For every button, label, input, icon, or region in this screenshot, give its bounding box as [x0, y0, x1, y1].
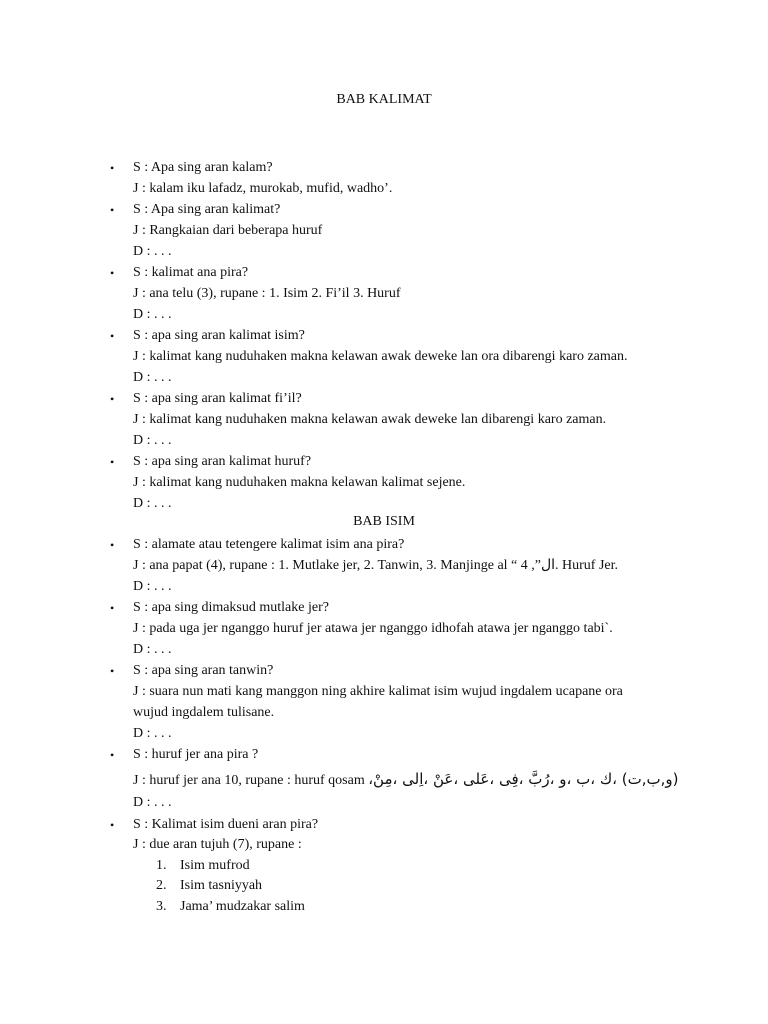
bullet: • [110, 538, 115, 552]
answer-text: J : ana papat (4), rupane : 1. Mutlake jer, 2. Tanwin, 3. Manjinge al “ 4 ,”ال. Huruf Jer. [133, 558, 619, 573]
answer-text: J : ana telu (3), rupane : 1. Isim 2. Fi’il 3. Huruf [133, 286, 401, 301]
bullet: • [110, 266, 115, 280]
d-text: D : . . . [133, 244, 172, 259]
d-text: D : . . . [133, 370, 172, 385]
answer-text: J : kalam iku lafadz, murokab, mufid, wadho’. [133, 181, 393, 196]
list-number: 2. [156, 878, 167, 893]
d-text: D : . . . [133, 795, 172, 810]
answer-prefix: J : huruf jer ana 10, rupane : huruf qosam [133, 773, 365, 788]
list-number: 1. [156, 858, 167, 873]
question-text: S : huruf jer ana pira ? [133, 747, 259, 762]
list-item: Jama’ mudzakar salim [180, 899, 305, 914]
question-text: S : Apa sing aran kalam? [133, 160, 273, 175]
answer-text: J : kalimat kang nuduhaken makna kelawan kalimat sejene. [133, 475, 466, 490]
arabic-huruf-jer: (و,ب,ت) ،ك ،ب ،و ،رُبَّ ،فِى ،عَلى ،عَنْ ،اِلى ،مِنْ، [368, 770, 679, 788]
bullet: • [110, 664, 115, 678]
bullet: • [110, 392, 115, 406]
bullet: • [110, 161, 115, 175]
list-item: Isim mufrod [180, 858, 250, 873]
list-number: 3. [156, 899, 167, 914]
d-text: D : . . . [133, 726, 172, 741]
question-text: S : apa sing aran kalimat isim? [133, 328, 305, 343]
bullet: • [110, 748, 115, 762]
question-text: S : alamate atau tetengere kalimat isim ana pira? [133, 537, 405, 552]
d-text: D : . . . [133, 642, 172, 657]
section-title: BAB ISIM [353, 514, 415, 529]
answer-text: J : kalimat kang nuduhaken makna kelawan awak deweke lan dibarengi karo zaman. [133, 412, 607, 427]
bullet: • [110, 601, 115, 615]
bullet: • [110, 203, 115, 217]
question-text: S : apa sing aran kalimat fi’il? [133, 391, 302, 406]
question-text: S : Kalimat isim dueni aran pira? [133, 817, 319, 832]
list-item: Isim tasniyyah [180, 878, 263, 893]
bullet: • [110, 329, 115, 343]
d-text: D : . . . [133, 496, 172, 511]
question-text: S : Apa sing aran kalimat? [133, 202, 281, 217]
question-text: S : kalimat ana pira? [133, 265, 249, 280]
d-text: D : . . . [133, 579, 172, 594]
question-text: S : apa sing aran tanwin? [133, 663, 274, 678]
d-text: D : . . . [133, 307, 172, 322]
answer-text: J : Rangkaian dari beberapa huruf [133, 223, 323, 238]
answer-text: J : kalimat kang nuduhaken makna kelawan awak deweke lan ora dibarengi karo zaman. [133, 349, 628, 364]
answer-text: J : pada uga jer nganggo huruf jer atawa jer nganggo idhofah atawa jer nganggo tabi`. [133, 621, 613, 636]
bullet: • [110, 455, 115, 469]
question-text: S : apa sing aran kalimat huruf? [133, 454, 312, 469]
d-text: D : . . . [133, 433, 172, 448]
answer-text-continued: wujud ingdalem tulisane. [133, 705, 275, 720]
answer-text: J : suara nun mati kang manggon ning akhire kalimat isim wujud ingdalem ucapane ora [133, 684, 623, 699]
answer-text: J : due aran tujuh (7), rupane : [133, 837, 302, 852]
question-text: S : apa sing dimaksud mutlake jer? [133, 600, 329, 615]
answer-text [133, 769, 679, 789]
bullet: • [110, 818, 115, 832]
page-title: BAB KALIMAT [336, 92, 432, 107]
